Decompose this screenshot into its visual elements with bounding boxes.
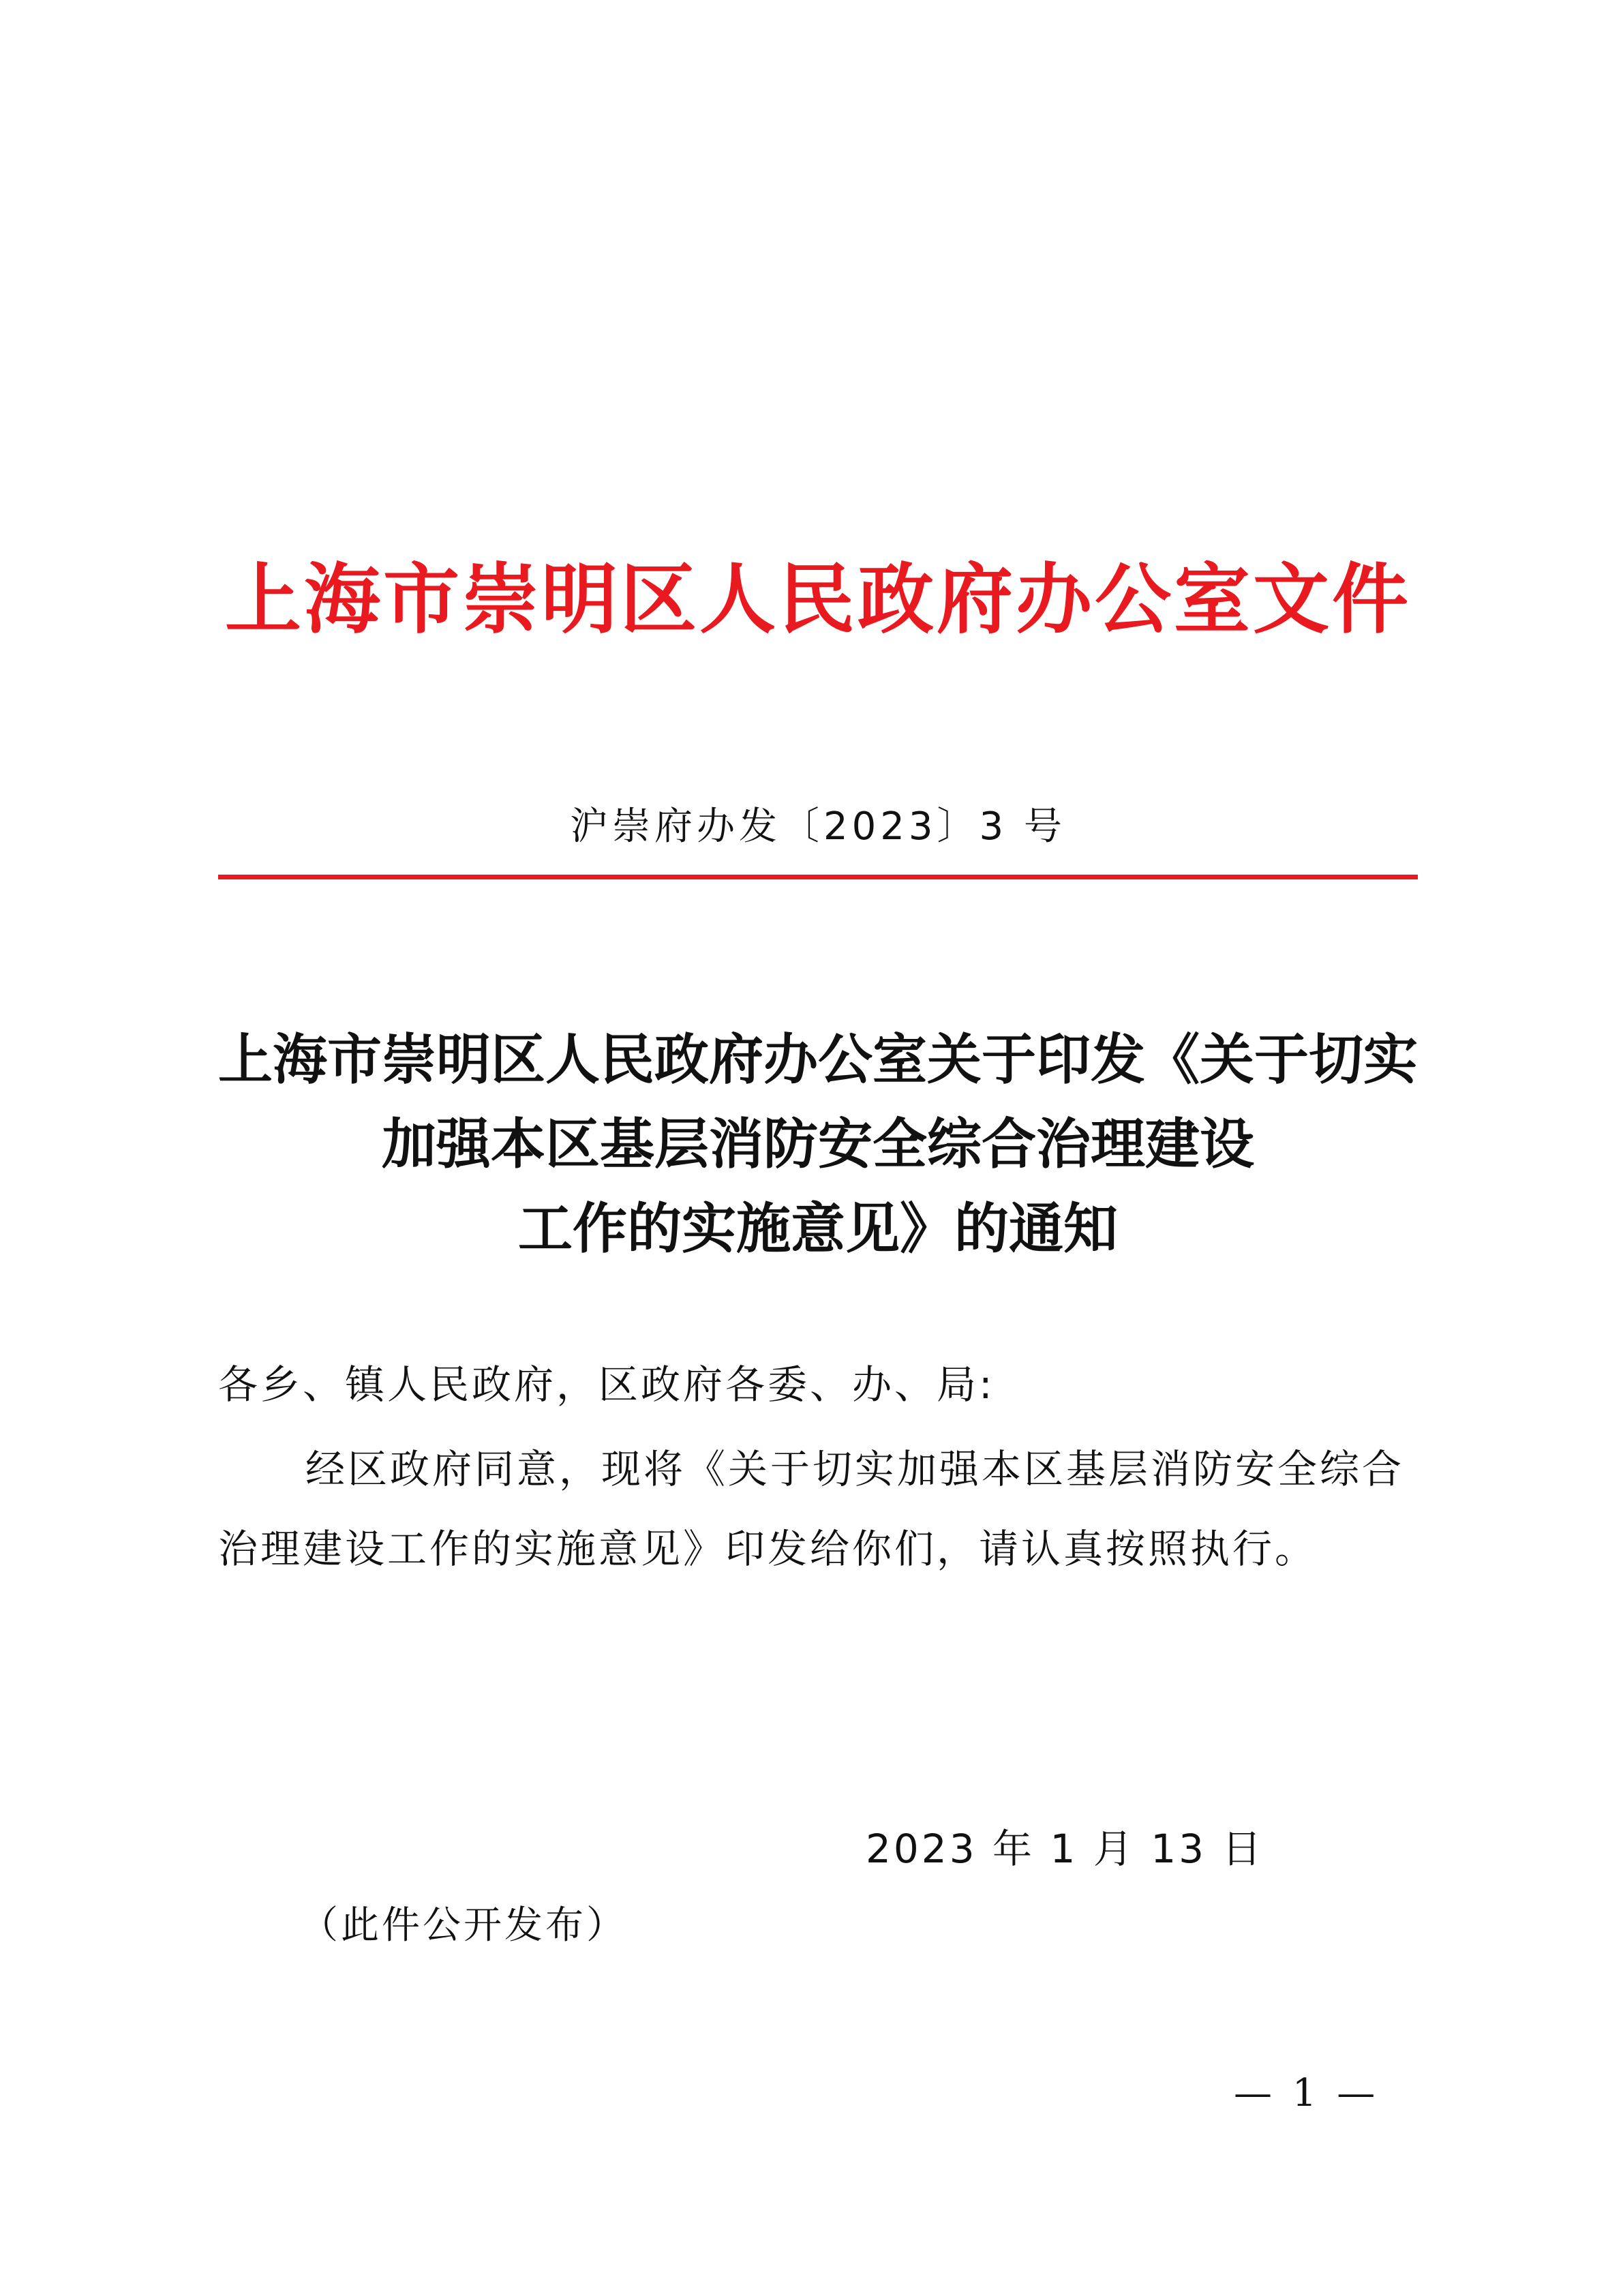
issue-date: 2023 年 1 月 13 日 [866,1826,1264,1872]
document-number: 沪崇府办发〔2023〕3 号 [570,804,1066,849]
title-line-2: 加强本区基层消防安全综合治理建设 [382,1112,1254,1176]
issuing-authority-header: 上海市崇明区人民政府办公室文件 [225,555,1411,644]
title-line-1: 上海市崇明区人民政府办公室关于印发《关于切实 [218,1027,1418,1091]
title-line-3: 工作的实施意见》的通知 [518,1196,1118,1260]
body-paragraph-line-2: 治理建设工作的实施意见》印发给你们，请认真按照执行。 [218,1526,1318,1572]
page-number: — 1 — [1234,2071,1380,2115]
body-paragraph-line-1: 经区政府同意，现将《关于切实加强本区基层消防安全综合 [305,1446,1405,1492]
document-title [218,1017,1418,1271]
red-separator-line [218,875,1418,879]
public-release-note: （此件公开发布） [300,1903,627,1948]
salutation: 各乡、镇人民政府，区政府各委、办、局: [218,1361,995,1408]
